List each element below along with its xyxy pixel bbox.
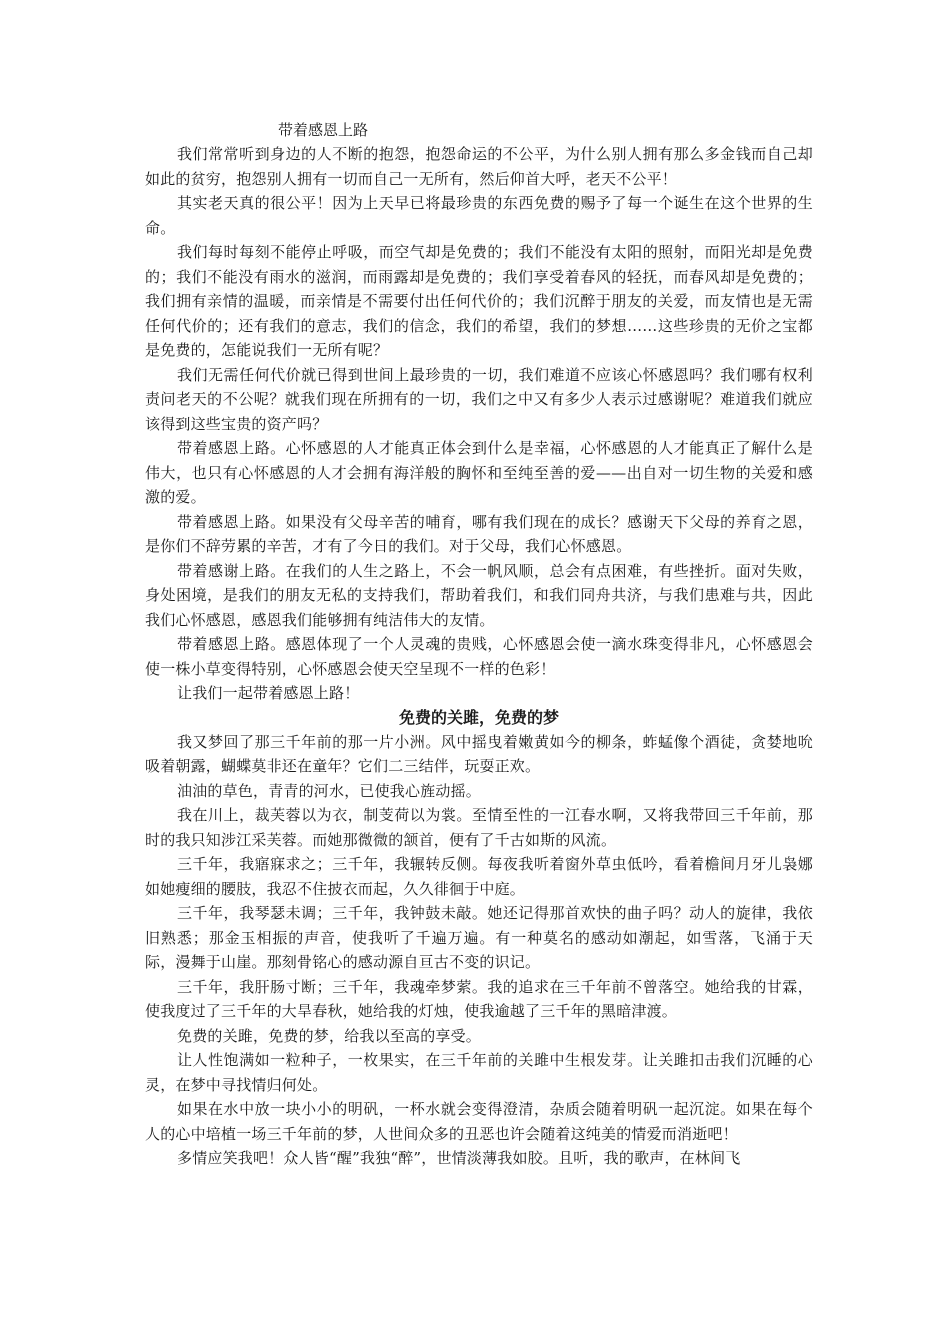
article1-title: 带着感恩上路 xyxy=(278,121,369,139)
article2-paragraph-8: 让人性饱满如一粒种子，一枚果实，在三千年前的关雎中生根发芽。让关雎扣击我们沉睡的心灵，在梦中寻找情归何处。 xyxy=(145,1051,813,1094)
document-page xyxy=(145,118,813,1171)
article2-paragraph-3: 我在川上，裁芙蓉以为衣，制芰荷以为裳。至情至性的一江春水啊，又将我带回三千年前，那时的我只知涉江采芙蓉。而她那微微的颔首，便有了千古如斯的风流。 xyxy=(145,806,813,849)
article2-paragraph-6: 三千年，我肝肠寸断；三千年，我魂牵梦萦。我的追求在三千年前不曾落空。她给我的甘霖，使我度过了三千年的大旱春秋，她给我的灯烛，使我逾越了三千年的黑暗津渡。 xyxy=(145,977,813,1020)
article2-paragraph-10: 多情应笑我吧！众人皆“醒”我独“醉”，世情淡薄我如胶。且听，我的歌声，在林间飞 xyxy=(177,1149,741,1167)
article1-paragraph-8: 带着感恩上路。感恩体现了一个人灵魂的贵贱，心怀感恩会使一滴水珠变得非凡，心怀感恩会使一株小草变得特别，心怀感恩会使天空呈现不一样的色彩！ xyxy=(145,635,813,678)
article2-paragraph-2: 油油的草色，青青的河水，已使我心旌动摇。 xyxy=(177,781,482,800)
article1-paragraph-9: 让我们一起带着感恩上路！ xyxy=(177,684,360,702)
article1-paragraph-6: 带着感恩上路。如果没有父母辛苦的哺育，哪有我们现在的成长？感谢天下父母的养育之恩，是你们不辞劳累的辛苦，才有了今日的我们。对于父母，我们心怀感恩。 xyxy=(145,512,813,555)
article2-title: 免费的关雎，免费的梦 xyxy=(398,707,559,727)
article1-paragraph-5: 带着感恩上路。心怀感恩的人才能真正体会到什么是幸福，心怀感恩的人才能真正了解什么是伟大，也只有心怀感恩的人才会拥有海洋般的胸怀和至纯至善的爱——出自对一切生物的关爱和感激的爱。 xyxy=(145,439,813,506)
article2-paragraph-1: 我又梦回了那三千年前的那一片小洲。风中摇曳着嫩黄如今的柳条，蚱蜢像个酒徒，贪婪地吮吸着朝露，蝴蝶莫非还在童年？它们二三结伴，玩耍正欢。 xyxy=(145,732,813,775)
article1-paragraph-2: 其实老天真的很公平！因为上天早已将最珍贵的东西免费的赐予了每一个诞生在这个世界的生命。 xyxy=(145,194,813,237)
article2-paragraph-5: 三千年，我琴瑟未调；三千年，我钟鼓未敲。她还记得那首欢快的曲子吗？动人的旋律，我依旧熟悉；那金玉相振的声音，使我听了千遍万遍。有一种莫名的感动如潮起，如雪落，飞涌于天际，漫舞于山崖。那刻骨铭心的感动源自亘古不变的识记。 xyxy=(145,904,813,971)
article1-paragraph-3: 我们每时每刻不能停止呼吸，而空气却是免费的；我们不能没有太阳的照射，而阳光却是免费的；我们不能没有雨水的滋润，而雨露却是免费的；我们享受着春风的轻抚，而春风却是免费的；我们拥有亲情的温暖，而亲情是不需要付出任何代价的；我们沉醉于朋友的关爱，而友情也是无需任何代价的；还有我们的意志，我们的信念，我们的希望，我们的梦想……这些珍贵的无价之宝都是免费的，怎能说我们一无所有呢？ xyxy=(145,243,813,359)
article1-paragraph-1: 我们常常听到身边的人不断的抱怨，抱怨命运的不公平，为什么别人拥有那么多金钱而自己却如此的贫穷，抱怨别人拥有一切而自己一无所有，然后仰首大呼，老天不公平！ xyxy=(145,145,813,188)
article1-paragraph-4: 我们无需任何代价就已得到世间上最珍贵的一切，我们难道不应该心怀感恩吗？我们哪有权利责问老天的不公呢？就我们现在所拥有的一切，我们之中又有多少人表示过感谢呢？难道我们就应该得到这些宝贵的资产吗？ xyxy=(145,365,813,433)
article2-paragraph-7: 免费的关雎，免费的梦，给我以至高的享受。 xyxy=(177,1026,482,1045)
article1-paragraph-7: 带着感谢上路。在我们的人生之路上，不会一帆风顺，总会有点困难，有些挫折。面对失败，身处困境，是我们的朋友无私的支持我们，帮助着我们，和我们同舟共济，与我们患难与共，因此我们心怀感恩，感恩我们能够拥有纯洁伟大的友情。 xyxy=(145,561,813,629)
article2-paragraph-9: 如果在水中放一块小小的明矾，一杯水就会变得澄清，杂质会随着明矾一起沉淀。如果在每个人的心中培植一场三千年前的梦，人世间众多的丑恶也许会随着这纯美的情爱而消逝吧！ xyxy=(145,1100,813,1143)
article2-paragraph-4: 三千年，我寤寐求之；三千年，我辗转反侧。每夜我听着窗外草虫低吟，看着檐间月牙儿袅娜如她瘦细的腰肢，我忍不住披衣而起，久久徘徊于中庭。 xyxy=(145,855,813,898)
